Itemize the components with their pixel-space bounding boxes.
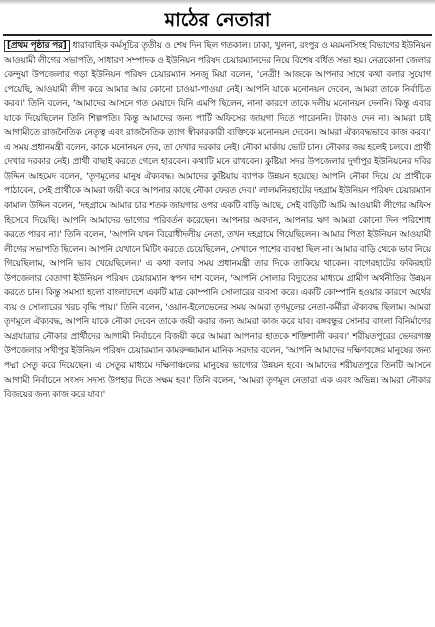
headline: মাঠের নেতারা <box>164 9 271 31</box>
headline-rule <box>3 34 432 36</box>
article-body <box>4 39 431 403</box>
cropped-top-edge <box>0 0 435 5</box>
article-body-text: ধারাবাহিক কর্মসূচির তৃতীয় ও শেষ দিন ছিল গতকাল। ঢাকা, খুলনা, রংপুর ও ময়মনসিংহ বিভাগের ইউনিয়ন আওয়ামী লীগের সভাপতি, সাধারণ সম্পাদক ও ইউনিয়ন পরিষদ চেয়ারম্যানদের নিয়ে বিশেষ বর্ধিত সভা হয়। নেত্রকোনা জেলার কেন্দুয়া উপজেলার গড়া ইউনিয়ন পরিষদ চেয়ারম্যান সনজু মিয়া বলেন, 'নেত্রী! আজকে আপনার সাথে কথা বলার সুযোগ পেয়েছি, আওয়ামী লীগ করে আমার আর কোনো চাওয়া-পাওয়া নেই। আপনি যাকে মনোনয়ন দেবেন, আমরা তাকে নির্বাচিত করব।' তিনি বলেন, 'আমাদের আসনে গত মেয়াদে যিনি এমপি ছিলেন, নানা কারণে তাকে দলীয় মনোনয়ন দেননি। কিন্তু এবার যাকে দিয়েছিলেন তিনি শিল্পপতি। কিন্তু আমাদের জন্য পার্টি অফিসের জায়গা দিতে পারেননি। টাকাও দেন না। আমরা চাই আগামীতে রাজনৈতিক নেতৃত্ব এবং রাজনৈতিক ত্যাগ স্বীকারকারী ব্যক্তিকে মনোনয়ন দেবেন। আমরা ঐক্যবদ্ধভাবে কাজ করব।' এ সময় প্রধানমন্ত্রী বলেন, কাকে মনোনয়ন দেব, তা দেখার দরকার নেই। নৌকা মার্কায় ভোট চান। নৌকার জয় হলেই চলবে। প্রার্থী দেখার দরকার নেই। প্রার্থী বাছাই করতে গেলে হারবেন। কথাটি মনে রাখবেন। কুষ্টিয়া সদর উপজেলার দুর্গাপুর ইউনিয়নের দবির উদ্দিন আহমেদ বলেন, 'তৃণমূলের মানুষ ঐক্যবদ্ধ। আমাদের কুষ্টিয়ায় ব্যাপক উন্নয়ন হয়েছে। আপনি নৌকা দিয়ে যে প্রার্থীকে পাঠাবেন, সেই প্রার্থীকে আমরা জয়ী করে আপনার কাছে নৌকা ফেরত দেব।' লালমনিরহাটের দহগ্রাম ইউনিয়ন পরিষদ চেয়ারম্যান কামাল উদ্দিন বলেন, 'দহগ্রামে আমার চার শতক জায়গার ওপর একটি বাড়ি আছে, সেই বাড়িটি আমি আওয়ামী লীগের অফিস হিসেবে দিয়েছি। আপনি আমাদের ভাগ্যের পরিবর্তন করেছেন। আপনার অবদান, আপনার ঋণ আমরা কোনো দিন পরিশোধ করতে পারব না।' তিনি বলেন, 'আপনি যখন বিরোধীদলীয় নেতা, তখন দহগ্রামে গিয়েছিলেন। আমার পিতা ইউনিয়ন আওয়ামী লীগের সভাপতি ছিলেন। আপনি যেখানে মিটিং করতে চেয়েছিলেন, সেখানে পাশের ব্যবস্থা ছিল না। আমার বাড়ি থেকে ভাব নিয়ে গিয়েছিলাম, আপনি ভাব খেয়েছিলেন।' এ কথা বলার সময় প্রধানমন্ত্রী তার দিকে তাকিয়ে থাকেন। বাগেরহাটের ফকিরহাট উপজেলার বেতাগা ইউনিয়ন পরিষদ চেয়ারম্যান স্বপন দাশ বলেন, 'আপনি সোলার বিদ্যুতের মাধ্যমে গ্রামীণ অর্থনীতির উন্নয়ন করতে চান। কিন্তু সমস্যা হলো বাংলাদেশে একটি মাত্র কোম্পানি সোলারের ব্যবসা করে। একটি কোম্পানি হওয়ার কারণে অর্থের ব্যয় ও সোলারের খরচ বৃদ্ধি পায়।' তিনি বলেন, 'ওয়ান-ইলেভেনের সময় আমরা তৃণমূলের নেতা-কর্মীরা ঐক্যবদ্ধ ছিলাম। আমরা তৃণমূলে ঐক্যবদ্ধ, আপনি যাকে নৌকা দেবেন তাকে জয়ী করার জন্য আমরা কাজ করে যাব। বঙ্গবন্ধুর সোনার বাংলা বিনির্মাণের অগ্রযাত্রার নৌকার প্রার্থীদের আগামী নির্বাচনে বিজয়ী করে আমরা আপনার হাতকে শক্তিশালী করব।' শরীয়তপুরের ভেদরগঞ্জ উপজেলার সখীপুর ইউনিয়ন পরিষদ চেয়ারম্যান কামরুজ্জামান মানিক সরদার বলেন, 'আপনি আমাদের দক্ষিণবঙ্গের মানুষের জন্য পদ্মা সেতু করে দিয়েছেন। এ সেতুর মাধ্যমে দক্ষিণাঞ্চলের মানুষের ভাগ্যের উন্নয়ন হবে। আমাদের শরীয়তপুরে তিনটি আসনে আগামী নির্বাচনে সংসদ সদস্য উপহার দিতে সক্ষম হব।' তিনি বলেন, 'আমরা তৃণমূল নেতারা এক এবং অভিন্ন। আমরা নৌকার বিজয়ের জন্য কাজ করে যাব।' <box>4 41 431 401</box>
continued-from-label: [প্রথম পৃষ্ঠার পর] <box>4 40 70 52</box>
